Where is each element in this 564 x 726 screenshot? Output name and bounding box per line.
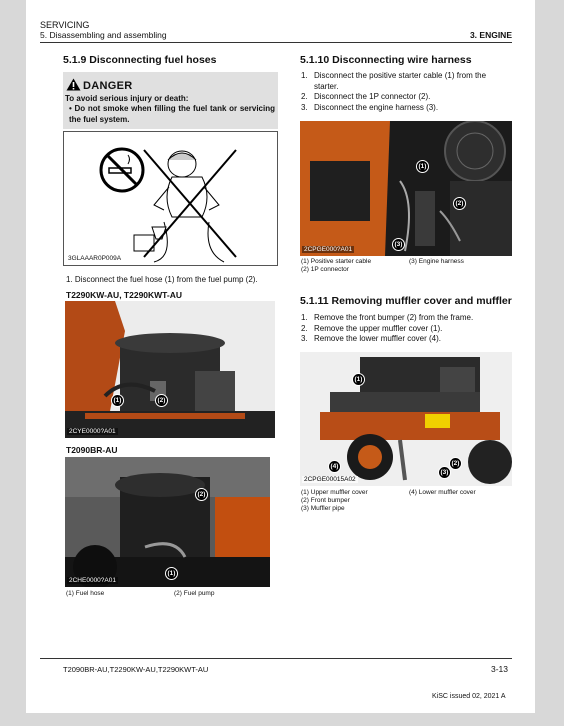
- footer-rule: [40, 658, 512, 659]
- figure-code-muffler: 2CPGE00015A02: [304, 476, 356, 483]
- callout-1: (1): [111, 394, 124, 407]
- callout-3: (3): [438, 466, 451, 479]
- caption-1p-connector: (2) 1P connector: [301, 266, 349, 273]
- footer-page-number: 3-13: [491, 664, 509, 674]
- photo-muffler: [300, 352, 512, 486]
- steps-muffler: [301, 313, 512, 345]
- step-item: 1. Remove the front bumper (2) from the frame.: [301, 313, 474, 322]
- callout-2: (2): [453, 197, 466, 210]
- warning-icon: [66, 78, 81, 91]
- danger-title: DANGER: [83, 80, 133, 92]
- callout-3: (3): [392, 238, 405, 251]
- caption-engine-harness: (3) Engine harness: [409, 258, 464, 265]
- engine-bay-photo: [300, 121, 512, 256]
- figure-code-harness: 2CPGE000?A01: [304, 246, 353, 253]
- caption-fuel-pump: (2) Fuel pump: [174, 590, 215, 597]
- engine-photo-kw: [65, 301, 275, 438]
- caption-muffler-pipe: (3) Muffler pipe: [301, 505, 345, 512]
- callout-2: (2): [449, 457, 462, 470]
- footer-issued: KiSC issued 02, 2021 A: [432, 693, 506, 700]
- photo-wire-harness: [300, 121, 512, 256]
- step-item: 2. Disconnect the 1P connector (2).: [301, 92, 431, 101]
- no-smoking-figure: [63, 131, 278, 266]
- model-label-br: T2090BR-AU: [66, 445, 118, 455]
- steps-wire-harness: [301, 71, 512, 113]
- caption-lower-muffler-cover: (4) Lower muffler cover: [409, 489, 476, 496]
- step-item: 3. Remove the lower muffler cover (4).: [301, 334, 442, 343]
- callout-1: (1): [165, 567, 178, 580]
- caption-fuel-hose: (1) Fuel hose: [66, 590, 105, 597]
- footer-models: T2090BR-AU,T2290KW-AU,T2290KWT-AU: [63, 665, 209, 674]
- callout-2: (2): [155, 394, 168, 407]
- danger-line1: To avoid serious injury or death:: [65, 94, 189, 103]
- figure-code-br: 2CHE0000?A01: [69, 577, 116, 584]
- photo-fuel-pump-br: [65, 457, 270, 587]
- danger-box: [63, 72, 278, 129]
- callout-4: (4): [328, 460, 341, 473]
- model-label-kw: T2290KW-AU, T2290KWT-AU: [66, 290, 183, 300]
- header-subsection: 5. Disassembling and assembling: [40, 30, 167, 40]
- step-disconnect-fuel-hose: 1. Disconnect the fuel hose (1) from the fuel pump (2).: [66, 275, 258, 284]
- header-chapter: 3. ENGINE: [469, 30, 512, 40]
- figure-code-kw: 2CYE0000?A01: [69, 428, 116, 435]
- step-item: 1. Disconnect the positive starter cable (1) from the starter.: [301, 71, 487, 91]
- danger-line2: • Do not smoke when filling the fuel tank or servicing the fuel system.: [69, 104, 275, 124]
- caption-starter-cable: (1) Positive starter cable: [301, 258, 372, 265]
- caption-upper-muffler-cover: (1) Upper muffler cover: [301, 489, 368, 496]
- heading-fuel-hoses: 5.1.9 Disconnecting fuel hoses: [63, 54, 217, 66]
- step-item: 3. Disconnect the engine harness (3).: [301, 102, 439, 112]
- callout-1: (1): [352, 373, 365, 386]
- heading-muffler: 5.1.11 Removing muffler cover and muffler: [300, 295, 512, 307]
- header-rule: [40, 42, 512, 43]
- callout-1: (1): [416, 160, 429, 173]
- photo-fuel-pump-kw: [65, 301, 275, 438]
- caption-front-bumper: (2) Front bumper: [301, 497, 350, 504]
- figure-code-nosmoke: 3GLAAAR0P009A: [68, 255, 122, 262]
- heading-wire-harness: 5.1.10 Disconnecting wire harness: [300, 54, 472, 66]
- header-section: SERVICING: [40, 20, 90, 30]
- no-smoking-illustration: [64, 132, 277, 265]
- step-item: 2. Remove the upper muffler cover (1).: [301, 323, 443, 333]
- callout-2: (2): [195, 488, 208, 501]
